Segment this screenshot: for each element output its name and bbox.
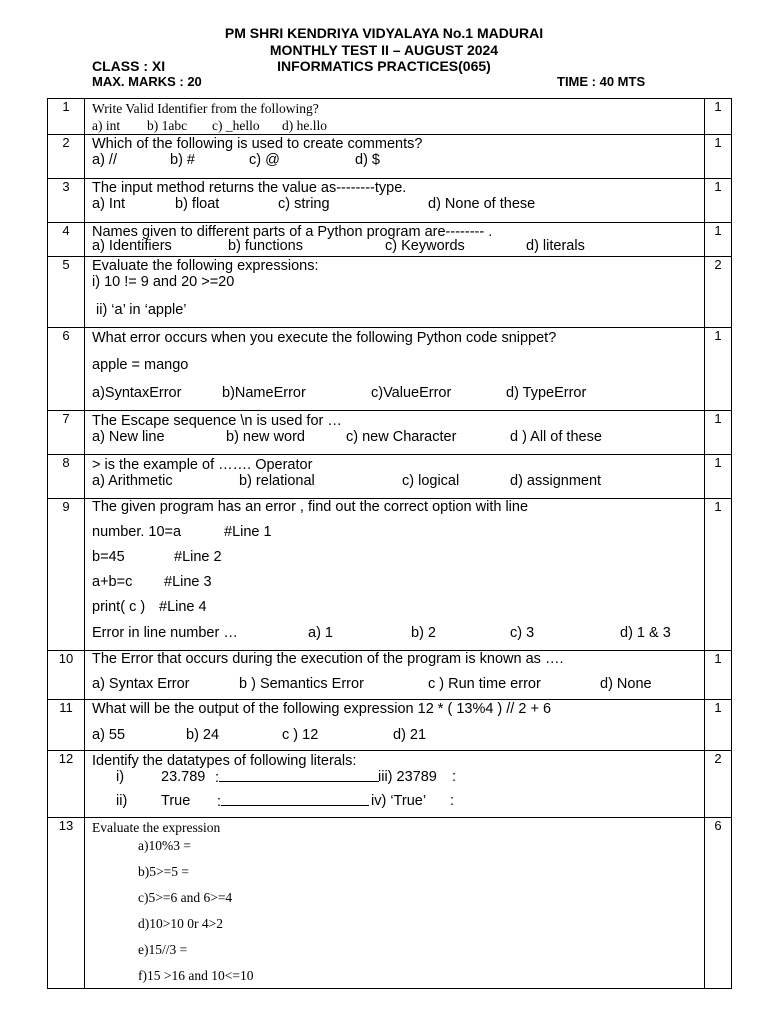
literal-label: i) xyxy=(116,769,125,785)
expression-line: d)10>10 0r 4>2 xyxy=(138,916,223,931)
question-number: 3 xyxy=(48,179,85,223)
option: a) Identifiers xyxy=(92,238,172,254)
question-body xyxy=(85,818,705,989)
option: b) new word xyxy=(226,429,305,445)
question-text: Identify the datatypes of following literals: xyxy=(92,753,357,769)
question-body xyxy=(85,700,705,751)
question-marks: 1 xyxy=(705,411,732,455)
question-text: Which of the following is used to create comments? xyxy=(92,136,423,152)
option: d) $ xyxy=(355,152,380,168)
option: a) // xyxy=(92,152,117,168)
question-text: Evaluate the expression xyxy=(92,820,221,835)
question-body xyxy=(85,651,705,700)
test-title: MONTHLY TEST II – AUGUST 2024 xyxy=(269,42,499,58)
question-marks: 1 xyxy=(705,223,732,257)
question-text: Write Valid Identifier from the following? xyxy=(92,101,319,116)
option: c) logical xyxy=(402,473,460,489)
option: d) 21 xyxy=(393,727,427,743)
code-line: a+b=c xyxy=(92,574,133,590)
question-text: The given program has an error , find out the correct option with line xyxy=(92,499,529,515)
question-body xyxy=(85,411,705,455)
question-row xyxy=(48,411,732,455)
expression-line: f)15 >16 and 10<=10 xyxy=(138,968,254,983)
question-number: 4 xyxy=(48,223,85,257)
question-number: 5 xyxy=(48,257,85,328)
option: d) he.llo xyxy=(282,118,327,133)
answer-blank xyxy=(217,793,369,810)
question-number: 13 xyxy=(48,818,85,989)
option: a) int xyxy=(92,118,121,133)
option: d) None xyxy=(600,676,652,692)
option: b ) Semantics Error xyxy=(239,676,364,692)
question-table xyxy=(47,98,732,989)
option: c) string xyxy=(278,196,330,212)
question-text: What will be the output of the following expression 12 * ( 13%4 ) // 2 + 6 xyxy=(92,701,552,717)
question-row xyxy=(48,700,732,751)
expression-line: i) 10 != 9 and 20 >=20 xyxy=(92,274,235,290)
option: d) assignment xyxy=(510,473,602,489)
literal-value: True xyxy=(161,793,191,809)
time-allowed: TIME : 40 MTS xyxy=(557,74,646,89)
question-number: 2 xyxy=(48,135,85,179)
class-label: CLASS : XI xyxy=(92,58,166,74)
question-row xyxy=(48,328,732,411)
line-comment: #Line 3 xyxy=(164,574,212,590)
question-number: 1 xyxy=(48,99,85,135)
question-body xyxy=(85,257,705,328)
question-marks: 1 xyxy=(705,700,732,751)
option: a) 1 xyxy=(308,625,333,641)
code-line: apple = mango xyxy=(92,357,189,373)
option: a) 55 xyxy=(92,727,126,743)
code-line: b=45 xyxy=(92,549,125,565)
option: c) new Character xyxy=(346,429,457,445)
question-text: What error occurs when you execute the following Python code snippet? xyxy=(92,330,557,346)
question-number: 8 xyxy=(48,455,85,499)
question-number: 10 xyxy=(48,651,85,700)
literal-label: ii) xyxy=(116,793,128,809)
question-number: 12 xyxy=(48,751,85,818)
question-marks: 1 xyxy=(705,455,732,499)
question-text: The Escape sequence \n is used for … xyxy=(92,413,342,429)
blank-colon: : xyxy=(215,770,220,786)
question-row xyxy=(48,751,732,818)
question-number: 7 xyxy=(48,411,85,455)
question-number: 11 xyxy=(48,700,85,751)
max-marks: MAX. MARKS : 20 xyxy=(92,74,202,89)
option: c ) 12 xyxy=(282,727,319,743)
line-comment: #Line 2 xyxy=(174,549,222,565)
line-comment: #Line 1 xyxy=(224,524,272,540)
question-marks: 6 xyxy=(705,818,732,989)
question-row xyxy=(48,651,732,700)
question-number: 9 xyxy=(48,499,85,651)
question-body xyxy=(85,455,705,499)
question-body xyxy=(85,499,705,651)
literal-label: iv) ‘True’ xyxy=(371,793,427,809)
option: c) _hello xyxy=(212,118,260,133)
question-row xyxy=(48,223,732,257)
question-marks: 1 xyxy=(705,651,732,700)
expression-line: ii) ‘a’ in ‘apple’ xyxy=(96,302,187,318)
option: b) 1abc xyxy=(147,118,188,133)
blank-colon: : xyxy=(452,769,457,785)
question-text: The Error that occurs during the execution of the program is known as …. xyxy=(92,651,564,667)
code-line: Error in line number … xyxy=(92,625,238,641)
option: b) relational xyxy=(239,473,315,489)
question-marks: 1 xyxy=(705,135,732,179)
question-body xyxy=(85,179,705,223)
literal-label: iii) 23789 xyxy=(378,769,437,785)
option: c ) Run time error xyxy=(428,676,541,692)
option: b) functions xyxy=(228,238,303,254)
blank-line xyxy=(219,769,379,782)
option: d) 1 & 3 xyxy=(620,625,671,641)
line-comment: #Line 4 xyxy=(159,599,207,615)
option: b)NameError xyxy=(222,385,306,401)
question-body xyxy=(85,751,705,818)
question-row xyxy=(48,179,732,223)
answer-blank xyxy=(215,769,379,786)
question-row xyxy=(48,818,732,989)
question-body xyxy=(85,99,705,135)
question-marks: 1 xyxy=(705,328,732,411)
option: c) @ xyxy=(249,152,280,168)
question-body xyxy=(85,223,705,257)
expression-line: a)10%3 = xyxy=(138,838,191,853)
literal-value: 23.789 xyxy=(161,769,206,785)
option: d) TypeError xyxy=(506,385,587,401)
question-row xyxy=(48,99,732,135)
question-text: > is the example of ……. Operator xyxy=(92,457,313,473)
option: c) 3 xyxy=(510,625,535,641)
expression-line: b)5>=5 = xyxy=(138,864,189,879)
question-text: Evaluate the following expressions: xyxy=(92,258,319,274)
option: b) 2 xyxy=(411,625,436,641)
option: c) Keywords xyxy=(385,238,465,254)
question-body xyxy=(85,328,705,411)
question-marks: 1 xyxy=(705,99,732,135)
option: d) literals xyxy=(526,238,585,254)
blank-colon: : xyxy=(217,794,222,810)
option: a)SyntaxError xyxy=(92,385,182,401)
question-marks: 2 xyxy=(705,257,732,328)
option: b) # xyxy=(170,152,195,168)
option: a) Syntax Error xyxy=(92,676,190,692)
question-marks: 1 xyxy=(705,499,732,651)
question-row xyxy=(48,455,732,499)
option: a) Arithmetic xyxy=(92,473,173,489)
question-row xyxy=(48,135,732,179)
question-row xyxy=(48,257,732,328)
option: b) float xyxy=(175,196,220,212)
option: a) Int xyxy=(92,196,126,212)
question-body xyxy=(85,135,705,179)
expression-line: e)15//3 = xyxy=(138,942,188,957)
question-marks: 2 xyxy=(705,751,732,818)
blank-line xyxy=(221,793,369,806)
option: d) None of these xyxy=(428,196,536,212)
subject-title: INFORMATICS PRACTICES(065) xyxy=(277,58,491,74)
option: a) New line xyxy=(92,429,165,445)
option: c)ValueError xyxy=(371,385,452,401)
blank-colon: : xyxy=(450,793,455,809)
question-marks: 1 xyxy=(705,179,732,223)
code-line: print( c ) xyxy=(92,599,146,615)
question-text: Names given to different parts of a Python program are-------- . xyxy=(92,224,493,240)
code-line: number. 10=a xyxy=(92,524,182,540)
question-number: 6 xyxy=(48,328,85,411)
option: d ) All of these xyxy=(510,429,602,445)
question-text: The input method returns the value as--------type. xyxy=(92,180,407,196)
question-row xyxy=(48,499,732,651)
option: b) 24 xyxy=(186,727,220,743)
school-name: PM SHRI KENDRIYA VIDYALAYA No.1 MADURAI xyxy=(224,25,544,41)
expression-line: c)5>=6 and 6>=4 xyxy=(138,890,233,905)
